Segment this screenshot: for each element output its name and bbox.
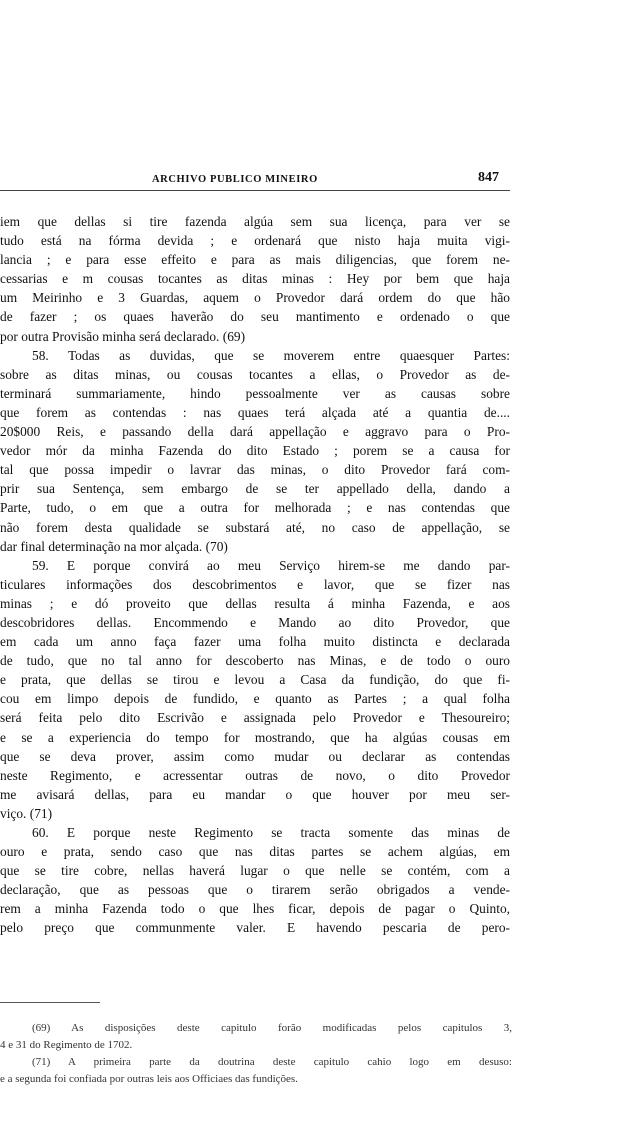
text-line: dar final determinação na mor alçada. (70) [0,538,228,554]
text-line: sobre as ditas minas, ou cousas tocantes a ellas, o Provedor as de- [0,366,510,382]
footnote-71-continued: e a segunda foi confiada por outras leis aos Officiaes das fundições. [0,1073,298,1085]
header-rule [0,190,510,191]
text-line: cou em limpo depois de fundido, e quanto as Partes ; a qual folha [0,691,510,707]
text-line: vedor mór da minha Fazenda do dito Estado ; porem se a causa for [0,443,510,459]
text-line: neste Regimento, e acressentar outras de novo, o dito Provedor [0,767,510,783]
text-line: e se a experiencia do tempo for mostrando, que ha algúas cousas em [0,729,510,745]
text-line: não forem desta qualidade se substará até, no caso de appellação, se [0,519,510,535]
text-line: em cada um anno faça fazer uma folha muito distincta e declarada [0,634,510,650]
text-line: terminará summariamente, hindo pessoalmente ver as causas sobre [0,385,510,401]
text-line: declaração, que as pessoas que o tirarem serão obrigados a vende- [0,882,510,898]
text-line: um Meirinho e 3 Guardas, aquem o Provedor dará ordem do que hão [0,290,510,306]
text-line: que forem as contendas : nas quaes terá alçada até a quantia de.... [0,404,510,420]
text-line: prir sua Sentença, sem embargo de se ter appellado della, dando a [0,481,510,497]
footnote-71: (71) A primeira parte da doutrina deste capitulo cahio logo em desuso: [32,1056,512,1068]
page-number: 847 [478,170,499,185]
text-line: tudo está na fórma devida ; e ordenará que nisto haja muita vigi- [0,233,510,249]
page-header [0,168,510,192]
text-line: de fazer ; os quaes haverão do seu mantimento e ordenado o que [0,309,510,325]
paragraph-58-start: 58. Todas as duvidas, que se moverem entre quaesquer Partes: [32,347,510,363]
text-line: rem a minha Fazenda todo o que lhes ficar, depois de pagar o Quinto, [0,901,510,917]
text-line: lancia ; e para esse effeito e para as mais diligencias, que forem ne- [0,252,510,268]
text-line: que se deva prover, assim como mudar ou declarar as contendas [0,748,510,764]
text-line: tal que possa impedir o lavrar das minas, o dito Provedor fará com- [0,462,510,478]
running-title: ARCHIVO PUBLICO MINEIRO [152,174,318,185]
text-line: iem que dellas si tire fazenda algúa sem sua licença, para ver se [0,214,510,229]
footnote-69-continued: 4 e 31 do Regimento de 1702. [0,1039,133,1051]
footnote-69: (69) As disposições deste capitulo forão modificadas pelos capitulos 3, [32,1022,512,1034]
body-text [0,212,510,938]
footnotes [0,1020,512,1088]
text-line: pelo preço que communmente valer. E havendo pescaria de pero- [0,920,510,936]
text-line: viço. (71) [0,805,53,821]
text-line: que se tire cobre, nellas haverá lugar o que nelle se contém, com a [0,863,510,879]
text-line: cessarias e m cousas tocantes as ditas minas : Hey por bem que haja [0,271,510,287]
paragraph-59-start: 59. E porque convirá ao meu Serviço hirem-se me dando par- [32,557,510,573]
text-line: por outra Provisão minha será declarado. (69) [0,328,246,344]
text-line: e prata, que dellas se tirou e levou a Casa da fundição, do que fi- [0,672,510,688]
text-line: Parte, tudo, o em que a outra for melhorada ; e nas contendas que [0,500,510,516]
text-line: me avisará dellas, para eu mandar o que houver por meu ser- [0,786,510,802]
text-line: será feita pelo dito Escrivão e assignada pelo Provedor e Thesoureiro; [0,710,510,726]
footnote-rule [0,1002,100,1003]
paragraph-60-start: 60. E porque neste Regimento se tracta somente das minas de [32,825,510,840]
text-line: ouro e prata, sendo caso que nas ditas partes se achem algúas, em [0,844,510,860]
text-line: de tudo, que no tal anno for descoberto nas Minas, e de todo o ouro [0,653,510,669]
text-line: minas ; e dó proveito que dellas resulta á minha Fazenda, e aos [0,595,510,611]
text-line: 20$000 Reis, e passando della dará appellação e aggravo para o Pro- [0,424,510,440]
text-line: descobridores dellas. Encommendo e Mando ao dito Provedor, que [0,614,510,630]
text-line: ticulares informações dos descobrimentos e lavor, que se fizer nas [0,576,510,592]
